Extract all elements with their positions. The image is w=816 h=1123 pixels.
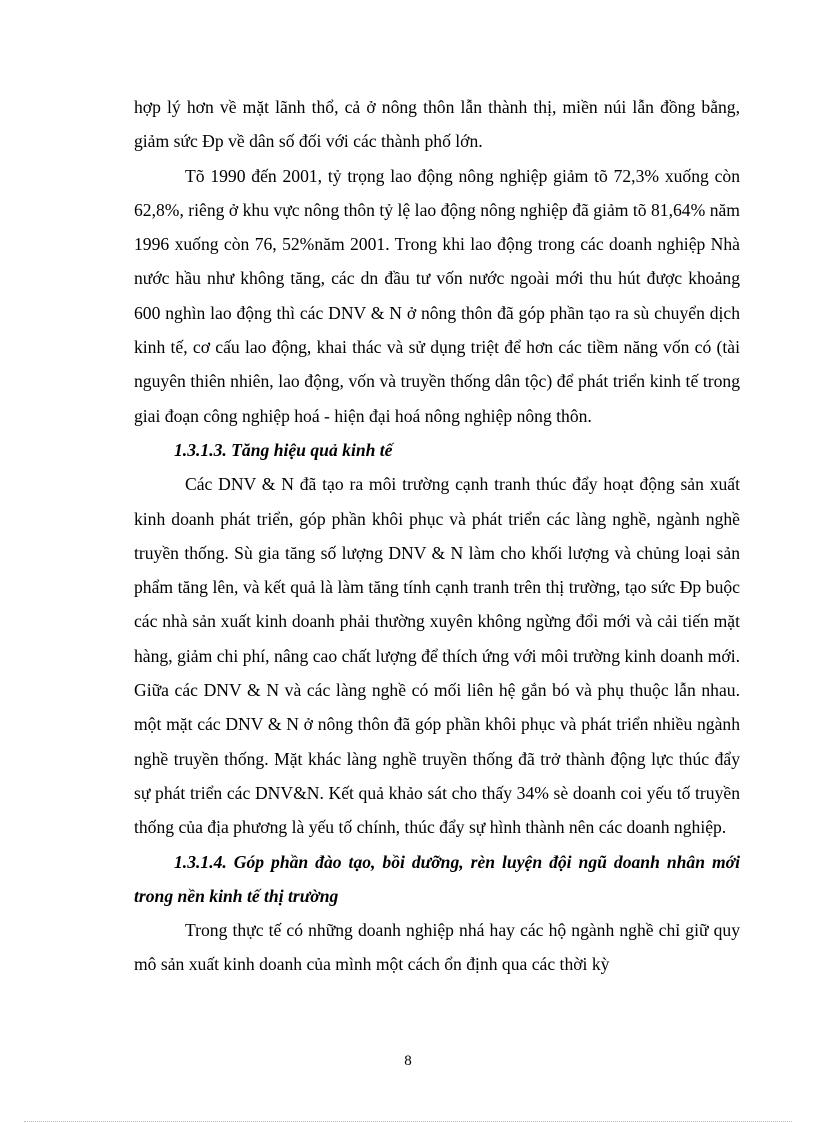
page-number: 8 — [404, 1053, 412, 1069]
paragraph-labor-shift: Tõ 1990 đến 2001, tỷ trọng lao động nông nghiệp giảm tõ 72,3% xuống còn 62,8%, riêng ở khu vực nông thôn tỷ lệ lao động nông nghiệp đã giảm tõ 81,64% năm 1996 xuống còn 76, 52%năm 2001. Trong khi lao động trong các doanh nghiệp Nhà nước hầu như không tăng, các dn đầu tư vốn nước ngoài mới thu hút được khoảng 600 nghìn lao động thì các DNV & N ở nông thôn đã góp phần tạo ra sù chuyển dịch kinh tế, cơ cấu lao động, khai thác và sử dụng triệt để hơn các tiềm năng vốn có (tài nguyên thiên nhiên, lao động, vốn và truyền thống dân tộc) để phát triển kinh tế trong giai đoạn công nghiệp hoá - hiện đại hoá nông nghiệp nông thôn. — [134, 165, 740, 426]
paragraph-economic-efficiency: Các DNV & N đã tạo ra môi trường cạnh tranh thúc đẩy hoạt động sản xuất kinh doanh phát triển, góp phần khôi phục và phát triển các làng nghề, ngành nghề truyền thống. Sù gia tăng số lượng DNV & N làm cho khối lượng và chủng loại sản phẩm tăng lên, và kết quả là làm tăng tính cạnh tranh trên thị trường, tạo sức Đp buộc các nhà sản xuất kinh doanh phải thường xuyên không ngừng đổi mới và cải tiến mặt hàng, giảm chi phí, nâng cao chất lượng để thích ứng với môi trường kinh doanh mới. Giữa các DNV & N và các làng nghề có mối liên hệ gắn bó và phụ thuộc lẫn nhau. một mặt các DNV & N ở nông thôn đã góp phần khôi phục và phát triển nhiều ngành nghề truyền thống. Mặt khác làng nghề truyền thống đã trở thành động lực thúc đẩy sự phát triển các DNV&N. Kết quả khảo sát cho thấy 34% sè doanh coi yếu tố truyền thống của địa phương là yếu tố chính, thúc đẩy sự hình thành nên các doanh nghiệp. — [134, 474, 740, 838]
document-body — [134, 90, 740, 982]
section-heading-1-3-1-3: 1.3.1.3. Tăng hiệu quả kinh tế — [174, 439, 393, 460]
page-bottom-divider — [24, 1121, 792, 1122]
paragraph-continuation: hợp lý hơn về mặt lãnh thổ, cả ở nông thôn lẫn thành thị, miền núi lẫn đồng bằng, giảm sức Đp về dân số đối với các thành phố lớn. — [134, 97, 740, 152]
section-heading-1-3-1-4: 1.3.1.4. Góp phần đào tạo, bồi dưỡng, rèn luyện đội ngũ doanh nhân mới trong nền kinh tế thị trường — [134, 851, 740, 906]
paragraph-entrepreneur-training: Trong thực tế có những doanh nghiệp nhá hay các hộ ngành nghề chỉ giữ quy mô sản xuất kinh doanh của mình một cách ổn định qua các thời kỳ — [134, 920, 740, 975]
